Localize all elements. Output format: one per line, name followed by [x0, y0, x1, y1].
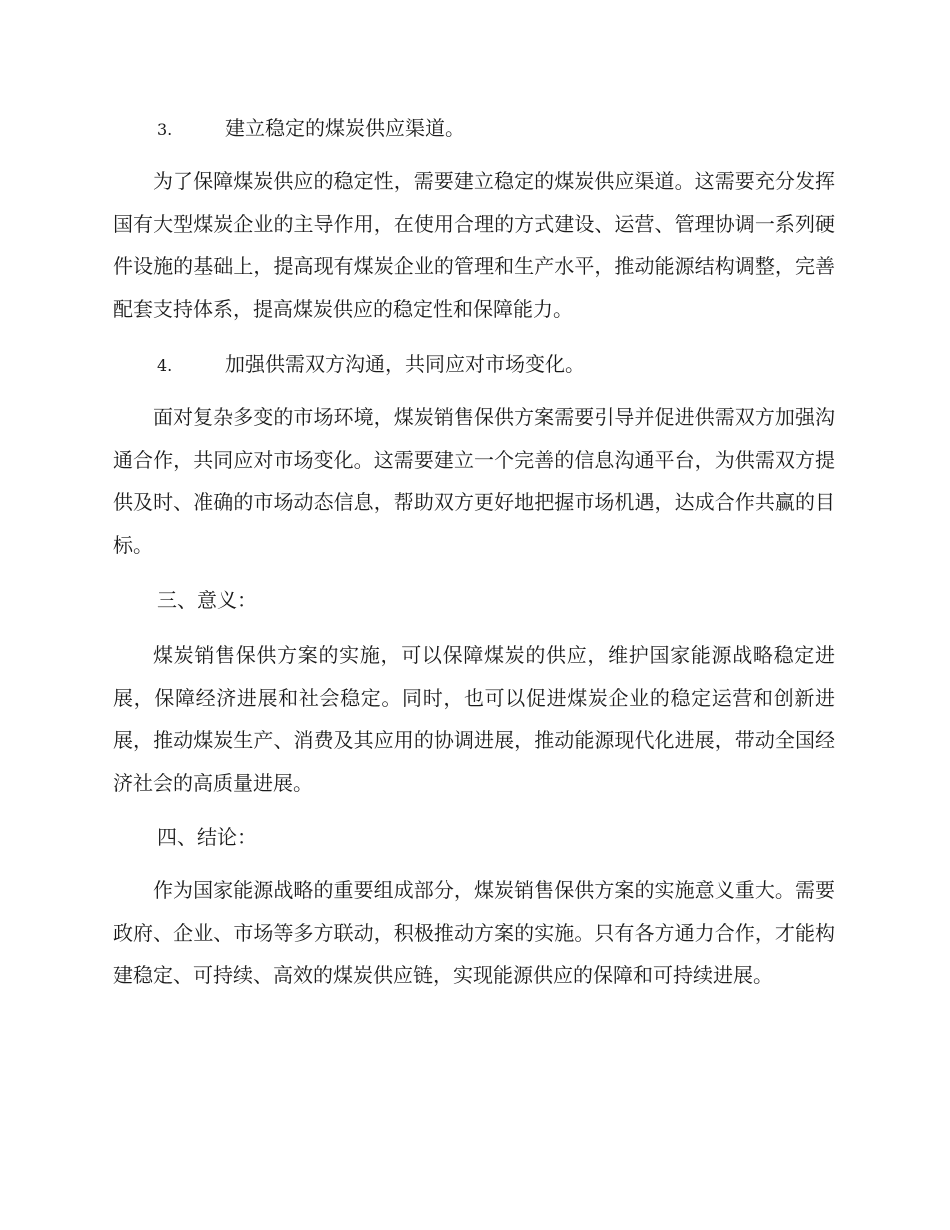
paragraph: 为了保障煤炭供应的稳定性，需要建立稳定的煤炭供应渠道。这需要充分发挥国有大型煤炭企业的主导作用，在使用合理的方式建设、运营、管理协调一系列硬件设施的基础上，提高现有煤炭企业的管理和生产水平，推动能源结构调整，完善配套支持体系，提高煤炭供应的稳定性和保障能力。 — [113, 169, 835, 321]
paragraph: 作为国家能源战略的重要组成部分，煤炭销售保供方案的实施意义重大。需要政府、企业、市场等多方联动，积极推动方案的实施。只有各方通力合作，才能构建稳定、可持续、高效的煤炭供应链，实现能源供应的保障和可持续进展。 — [113, 878, 835, 987]
numbered-heading-3 — [157, 115, 837, 143]
paragraph: 煤炭销售保供方案的实施，可以保障煤炭的供应，维护国家能源战略稳定进展，保障经济进展和社会稳定。同时，也可以促进煤炭企业的稳定运营和创新进展，推动煤炭生产、消费及其应用的协调进展，推动能源现代化进展，带动全国经济社会的高质量进展。 — [113, 643, 835, 795]
numbered-heading-4 — [157, 351, 837, 379]
heading-text: 加强供需双方沟通，共同应对市场变化。 — [225, 352, 585, 376]
section-heading-significance: 三、意义： — [157, 588, 257, 612]
list-number: 3. — [157, 120, 173, 139]
section-heading-conclusion: 四、结论： — [157, 825, 257, 849]
paragraph: 面对复杂多变的市场环境，煤炭销售保供方案需要引导并促进供需双方加强沟通合作，共同应对市场变化。这需要建立一个完善的信息沟通平台，为供需双方提供及时、准确的市场动态信息，帮助双方更好地把握市场机遇，达成合作共赢的目标。 — [113, 405, 835, 557]
list-number: 4. — [157, 356, 173, 375]
heading-text: 建立稳定的煤炭供应渠道。 — [225, 116, 465, 140]
